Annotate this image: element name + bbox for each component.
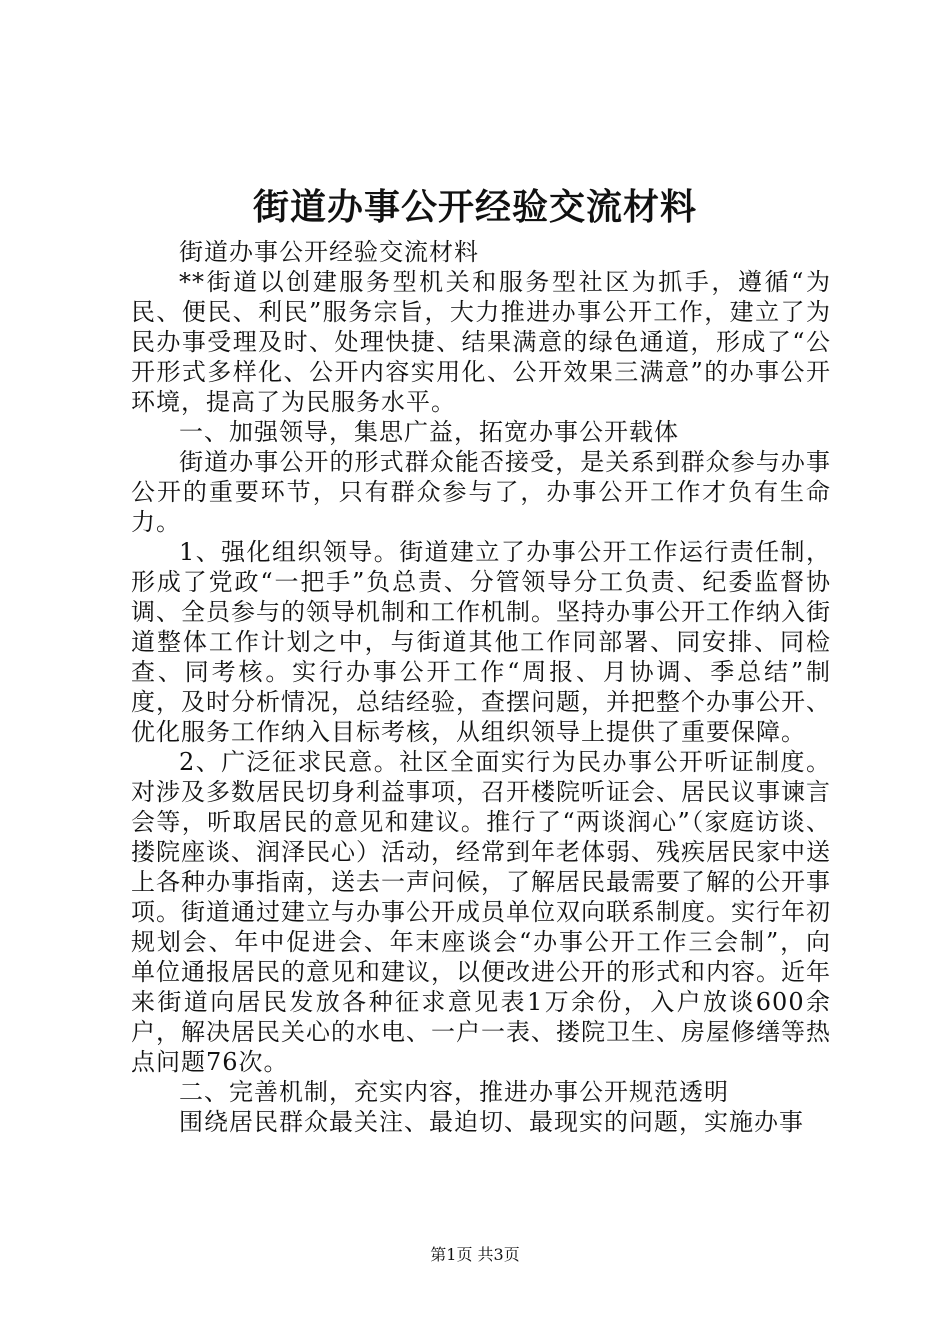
page-footer: 第1页 共3页 bbox=[430, 1245, 520, 1264]
document-title: 街道办事公开经验交流材料 bbox=[252, 186, 697, 228]
document-body bbox=[131, 237, 831, 1137]
paragraph-item-2: 2、广泛征求民意。社区全面实行为民办事公开听证制度。对涉及多数居民切身利益事项，召开楼院听证会、居民议事谏言会等，听取居民的意见和建议。推行了“两谈润心”（家庭访谈、搂院座谈、润泽民心）活动，经常到年老体弱、残疾居民家中送上各种办事指南，送去一声问候，了解居民最需要了解的公开事项。街道通过建立与办事公开成员单位双向联系制度。实行年初规划会、年中促进会、年末座谈会“办事公开工作三会制”，向单位通报居民的意见和建议，以便改进公开的形式和内容。近年来街道向居民发放各种征求意见表1万余份，入户放谈600余户，解决居民关心的水电、一户一表、搂院卫生、房屋修缮等热点问题76次。 bbox=[131, 748, 831, 1076]
paragraph-item-1: 1、强化组织领导。街道建立了办事公开工作运行责任制，形成了党政“一把手”负总责、分管领导分工负责、纪委监督协调、全员参与的领导机制和工作机制。坚持办事公开工作纳入街道整体工作计划之中，与街道其他工作同部署、同安排、同检查、同考核。实行办事公开工作“周报、月协调、季总结”制度，及时分析情况，总结经验，查摆问题，并把整个办事公开、优化服务工作纳入目标考核，从组织领导上提供了重要保障。 bbox=[131, 538, 831, 746]
paragraph-section-2: 围绕居民群众最关注、最迫切、最现实的问题，实施办事 bbox=[179, 1108, 804, 1136]
paragraph-intro: **街道以创建服务型机关和服务型社区为抓手，遵循“为民、便民、利民”服务宗旨，大力推进办事公开工作，建立了为民办事受理及时、处理快捷、结果满意的绿色通道，形成了“公开形式多样化、公开内容实用化、公开效果三满意”的办事公开环境，提高了为民服务水平。 bbox=[131, 268, 831, 416]
section-heading-1: 一、加强领导，集思广益，拓宽办事公开载体 bbox=[179, 418, 679, 446]
section-heading-2: 二、完善机制，充实内容，推进办事公开规范透明 bbox=[179, 1078, 729, 1106]
paragraph-section-1: 街道办事公开的形式群众能否接受，是关系到群众参与办事公开的重要环节，只有群众参与了，办事公开工作才负有生命力。 bbox=[131, 448, 831, 536]
paragraph-subtitle: 街道办事公开经验交流材料 bbox=[179, 238, 479, 266]
